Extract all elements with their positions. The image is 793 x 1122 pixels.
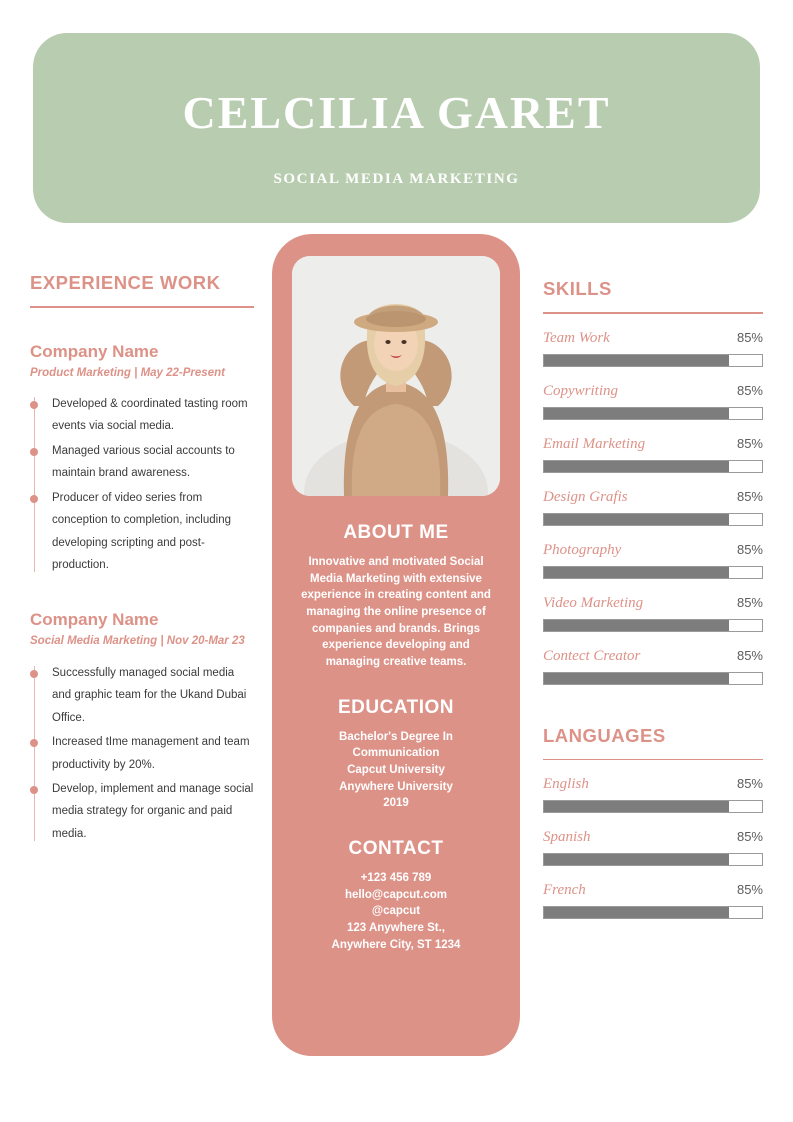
experience-item [30,342,254,577]
skill-progress-fill [544,355,729,366]
language-progress-fill [544,907,729,918]
language-progress-fill [544,801,729,812]
skill-progress-fill [544,673,729,684]
section-divider [30,306,254,308]
section-divider [543,759,763,761]
list-item: Developed & coordinated tasting room events via social media. [30,393,254,438]
education-line: Capcut University [347,764,445,777]
company-name: Company Name [30,610,159,630]
skill-label: Email Marketing [543,435,646,452]
education-line: Bachelor's Degree In Communication [339,730,453,760]
education-line: Anywhere University [339,780,453,793]
skill-item [543,436,763,473]
language-percent: 85% [736,882,763,897]
skill-progress-fill [544,461,729,472]
skill-progress-bar [543,566,763,579]
profile-panel [272,234,520,1056]
contact-handle[interactable]: @capcut [371,905,421,918]
skill-item [543,330,763,367]
skill-progress-fill [544,514,729,525]
skill-item [543,383,763,420]
experience-item [30,610,254,845]
experience-section-title: EXPERIENCE WORK [30,272,221,293]
skill-progress-bar [543,672,763,685]
skill-item [543,595,763,632]
skill-label: Design Grafis [543,488,628,505]
skill-progress-bar [543,354,763,367]
skills-section-title: SKILLS [543,278,612,299]
skill-label: Copywriting [543,382,619,399]
job-bullet-list [30,393,254,576]
skill-item [543,489,763,526]
skill-progress-fill [544,567,729,578]
list-item: Managed various social accounts to maintain brand awareness. [30,440,254,485]
skill-percent: 85% [736,488,763,504]
skill-progress-bar [543,513,763,526]
education-line: 2019 [383,797,409,810]
page-title: CELCILIA GARET [182,87,611,138]
language-label: English [543,776,589,792]
company-name: Company Name [30,341,159,361]
skill-item [543,542,763,579]
list-item: Successfully managed social media and graphic team for the Ukand Dubai Office. [30,662,254,729]
skill-progress-fill [544,408,729,419]
experience-column [30,272,254,847]
list-item: Increased tIme management and team productivity by 20%. [30,731,254,776]
language-percent: 85% [736,829,763,844]
skill-label: Team Work [543,329,610,346]
header-banner [33,33,760,223]
job-meta: Product Marketing | May 22-Present [30,366,225,379]
skill-label: Video Marketing [543,594,644,611]
language-progress-bar [543,853,763,866]
skill-percent: 85% [736,647,763,663]
contact-title: CONTACT [348,838,444,860]
skill-progress-fill [544,620,729,631]
skill-percent: 85% [736,435,763,451]
skill-percent: 85% [736,541,763,557]
language-label: French [543,882,586,898]
language-item [543,776,763,813]
language-progress-fill [544,854,729,865]
about-title: ABOUT ME [343,522,449,543]
contact-email[interactable]: hello@capcut.com [345,888,447,901]
avatar [292,256,500,496]
list-item: Producer of video series from conception to completion, including developing scripting and post-production. [30,487,254,577]
contact-address-line1: 123 Anywhere St., [346,922,445,935]
language-label: Spanish [543,829,591,845]
contact-text [290,870,502,953]
language-progress-bar [543,906,763,919]
skill-percent: 85% [736,594,763,610]
job-meta: Social Media Marketing | Nov 20-Mar 23 [30,635,245,648]
skill-item [543,648,763,685]
education-text [290,729,502,812]
contact-address-line2: Anywhere City, ST 1234 [331,938,461,951]
skill-progress-bar [543,619,763,632]
list-item: Develop, implement and manage social media strategy for organic and paid media. [30,778,254,845]
skill-progress-bar [543,460,763,473]
skill-progress-bar [543,407,763,420]
skills-column [543,278,763,919]
skill-label: Contect Creator [543,647,641,664]
skill-percent: 85% [736,329,763,345]
language-item [543,882,763,919]
job-role-subtitle: SOCIAL MEDIA MARKETING [273,171,520,187]
language-item [543,829,763,866]
education-title: EDUCATION [337,696,455,718]
language-progress-bar [543,800,763,813]
section-divider [543,312,763,314]
job-bullet-list [30,662,254,845]
language-percent: 85% [736,776,763,791]
skill-label: Photography [543,541,622,558]
contact-phone[interactable]: +123 456 789 [360,872,432,885]
skill-percent: 85% [736,382,763,398]
languages-section-title: LANGUAGES [543,724,666,746]
about-text: Innovative and motivated Social Media Marketing with extensive experience in creating content and managing the online presence of companies and brands. Brings experience developing and managing creative teams. [301,556,491,669]
